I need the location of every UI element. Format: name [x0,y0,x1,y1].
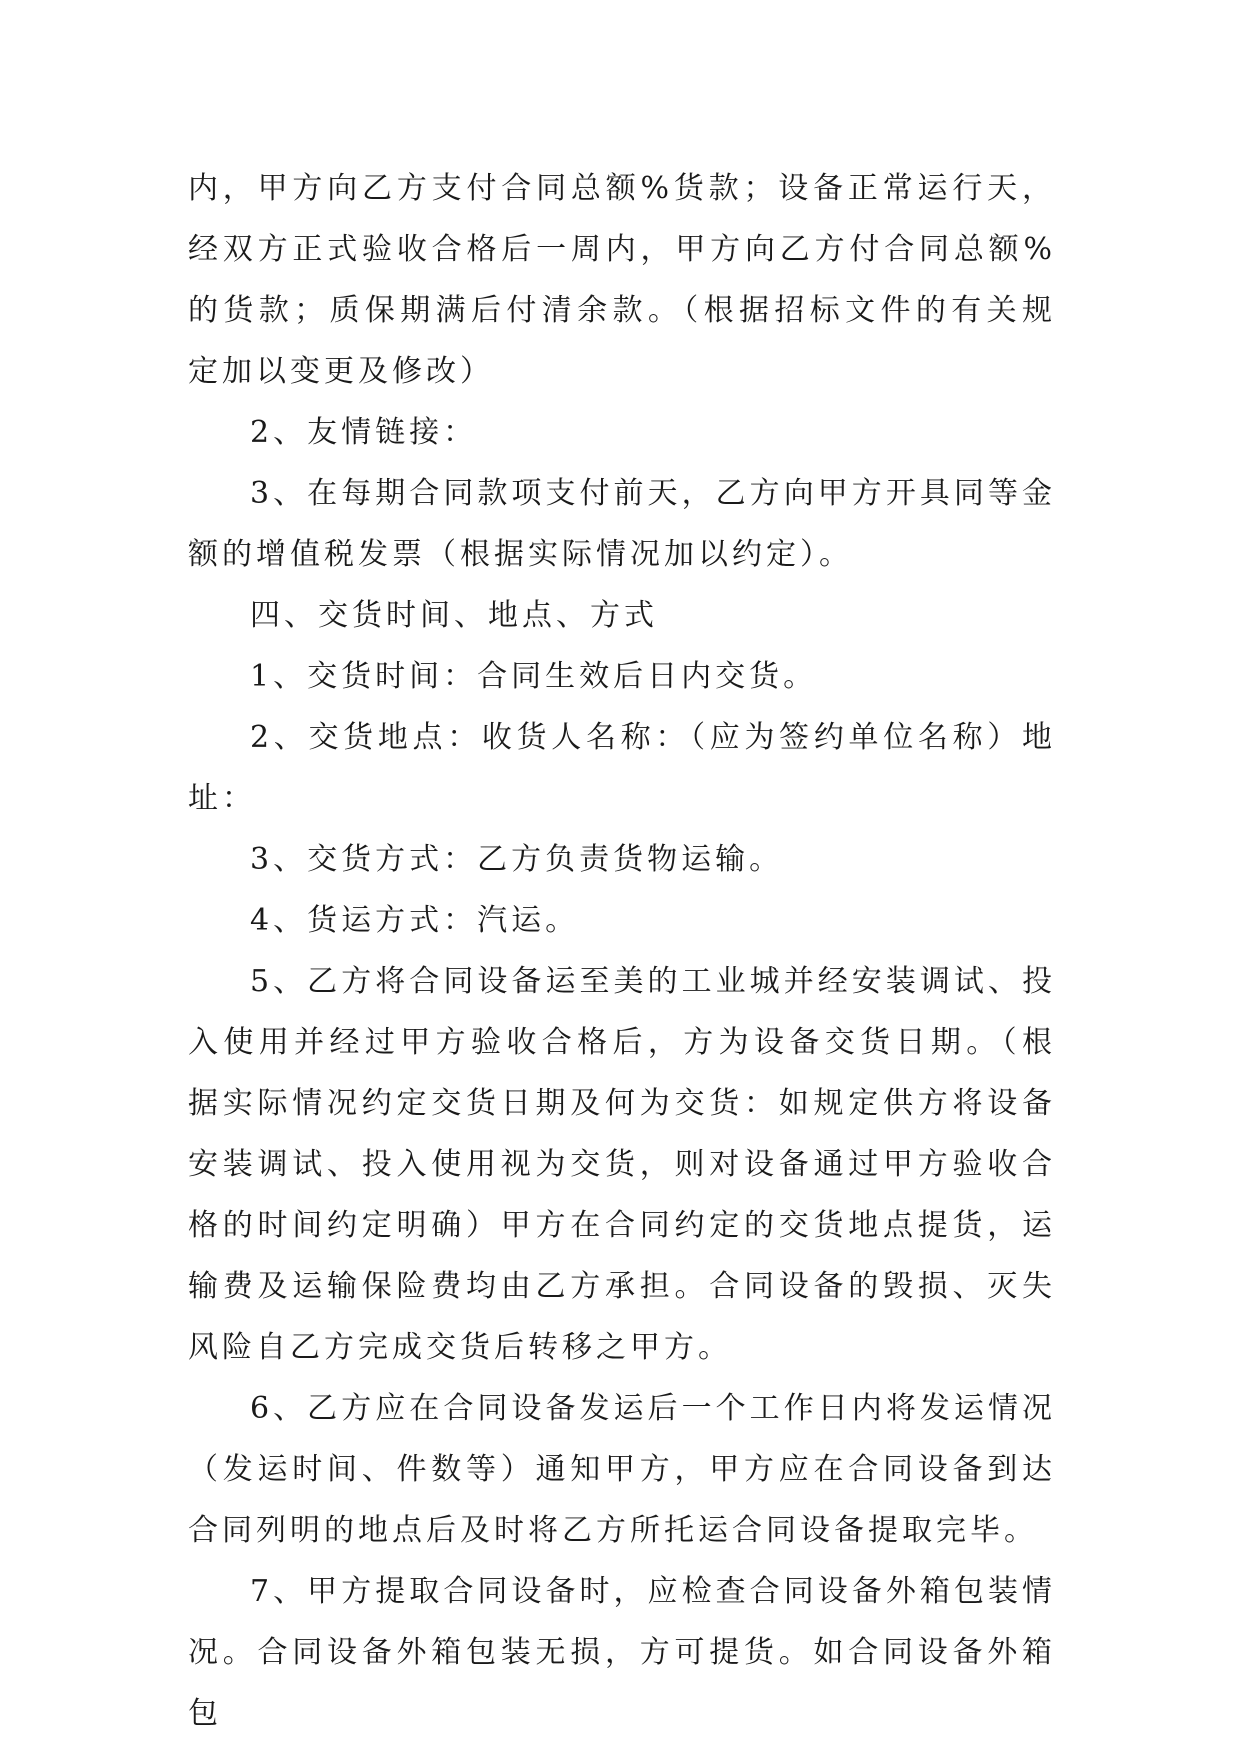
section-heading-delivery: 四、交货时间、地点、方式 [250,598,658,633]
paragraph-links: 2、友情链接： [250,415,478,450]
paragraph-shipment-notice: 6、乙方应在合同设备发运后一个工作日内将发运情况（发运时间、件数等）通知甲方，甲方应在合同设备到达合同列明的地点后及时将乙方所托运合同设备提取完毕。 [188,1391,1056,1548]
paragraph-delivery-place: 2、交货地点：收货人名称：（应为签约单位名称）地址： [188,720,1056,816]
paragraph-delivery-date: 5、乙方将合同设备运至美的工业城并经安装调试、投入使用并经过甲方验收合格后，方为设备交货日期。（根据实际情况约定交货日期及何为交货：如规定供方将设备安装调试、投入使用视为交货，则对设备通过甲方验收合格的时间约定明确）甲方在合同约定的交货地点提货，运输费及运输保险费均由乙方承担。合同设备的毁损、灭失风险自乙方完成交货后转移之甲方。 [188,964,1056,1365]
paragraph-delivery-time: 1、交货时间：合同生效后日内交货。 [250,659,818,694]
paragraph-shipping-method: 4、货运方式：汽运。 [250,903,580,938]
document-body [188,158,1056,1744]
paragraph-inspection: 7、甲方提取合同设备时，应检查合同设备外箱包装情况。合同设备外箱包装无损，方可提货。如合同设备外箱包 [188,1574,1056,1731]
paragraph-delivery-method: 3、交货方式：乙方负责货物运输。 [250,842,784,877]
paragraph-payment-terms: 内，甲方向乙方支付合同总额%货款；设备正常运行天，经双方正式验收合格后一周内，甲方向乙方付合同总额%的货款；质保期满后付清余款。（根据招标文件的有关规定加以变更及修改） [188,171,1056,389]
paragraph-invoice: 3、在每期合同款项支付前天，乙方向甲方开具同等金额的增值税发票（根据实际情况加以约定）。 [188,476,1056,572]
